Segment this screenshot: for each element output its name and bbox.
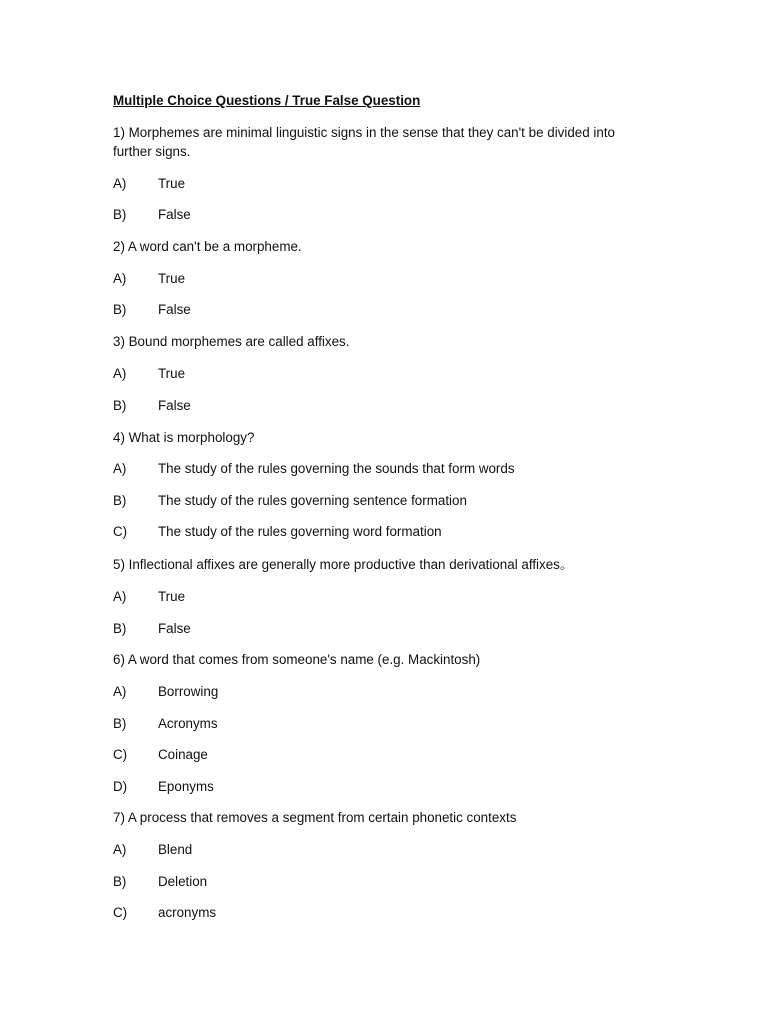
option-letter: D) — [113, 779, 128, 794]
option-text: False — [158, 398, 191, 413]
option-letter: A) — [113, 842, 127, 857]
option-letter: C) — [113, 747, 128, 762]
option-text: True — [158, 176, 186, 191]
question-3: 3) Bound morphemes are called affixes. — [113, 334, 350, 349]
option-letter: B) — [113, 621, 127, 636]
option-letter: A) — [113, 271, 127, 286]
page-title: Multiple Choice Questions / True False Question — [113, 93, 421, 108]
option-letter: C) — [113, 905, 128, 920]
question-6: 6) A word that comes from someone's name (e.g. Mackintosh) — [113, 652, 481, 667]
question-2: 2) A word can't be a morpheme. — [113, 239, 302, 254]
option-letter: B) — [113, 207, 127, 222]
question-4: 4) What is morphology? — [113, 430, 255, 445]
option-text: Acronyms — [158, 716, 218, 731]
option-text: True — [158, 589, 186, 604]
option-text: acronyms — [158, 905, 217, 920]
option-letter: B) — [113, 302, 127, 317]
option-letter: B) — [113, 874, 127, 889]
option-text: True — [158, 366, 186, 381]
option-letter: B) — [113, 493, 127, 508]
option-text: False — [158, 207, 191, 222]
question-5: 5) Inflectional affixes are generally more productive than derivational affixes。 — [113, 557, 574, 572]
option-letter: A) — [113, 684, 127, 699]
option-letter: B) — [113, 398, 127, 413]
option-letter: A) — [113, 589, 127, 604]
question-1: 1) Morphemes are minimal linguistic signs in the sense that they can't be divided into further signs. — [113, 125, 615, 159]
option-letter: A) — [113, 461, 127, 476]
option-text: False — [158, 302, 191, 317]
question-7: 7) A process that removes a segment from certain phonetic contexts — [113, 810, 517, 825]
option-text: Blend — [158, 842, 193, 857]
option-letter: C) — [113, 524, 128, 539]
option-letter: A) — [113, 176, 127, 191]
option-text: Coinage — [158, 747, 208, 762]
option-text: The study of the rules governing the sounds that form words — [158, 461, 515, 476]
option-text: True — [158, 271, 186, 286]
option-text: The study of the rules governing sentence formation — [158, 493, 467, 508]
option-letter: B) — [113, 716, 127, 731]
option-text: Borrowing — [158, 684, 219, 699]
option-text: Eponyms — [158, 779, 214, 794]
option-text: Deletion — [158, 874, 208, 889]
option-letter: A) — [113, 366, 127, 381]
option-text: False — [158, 621, 191, 636]
option-text: The study of the rules governing word formation — [158, 524, 442, 539]
